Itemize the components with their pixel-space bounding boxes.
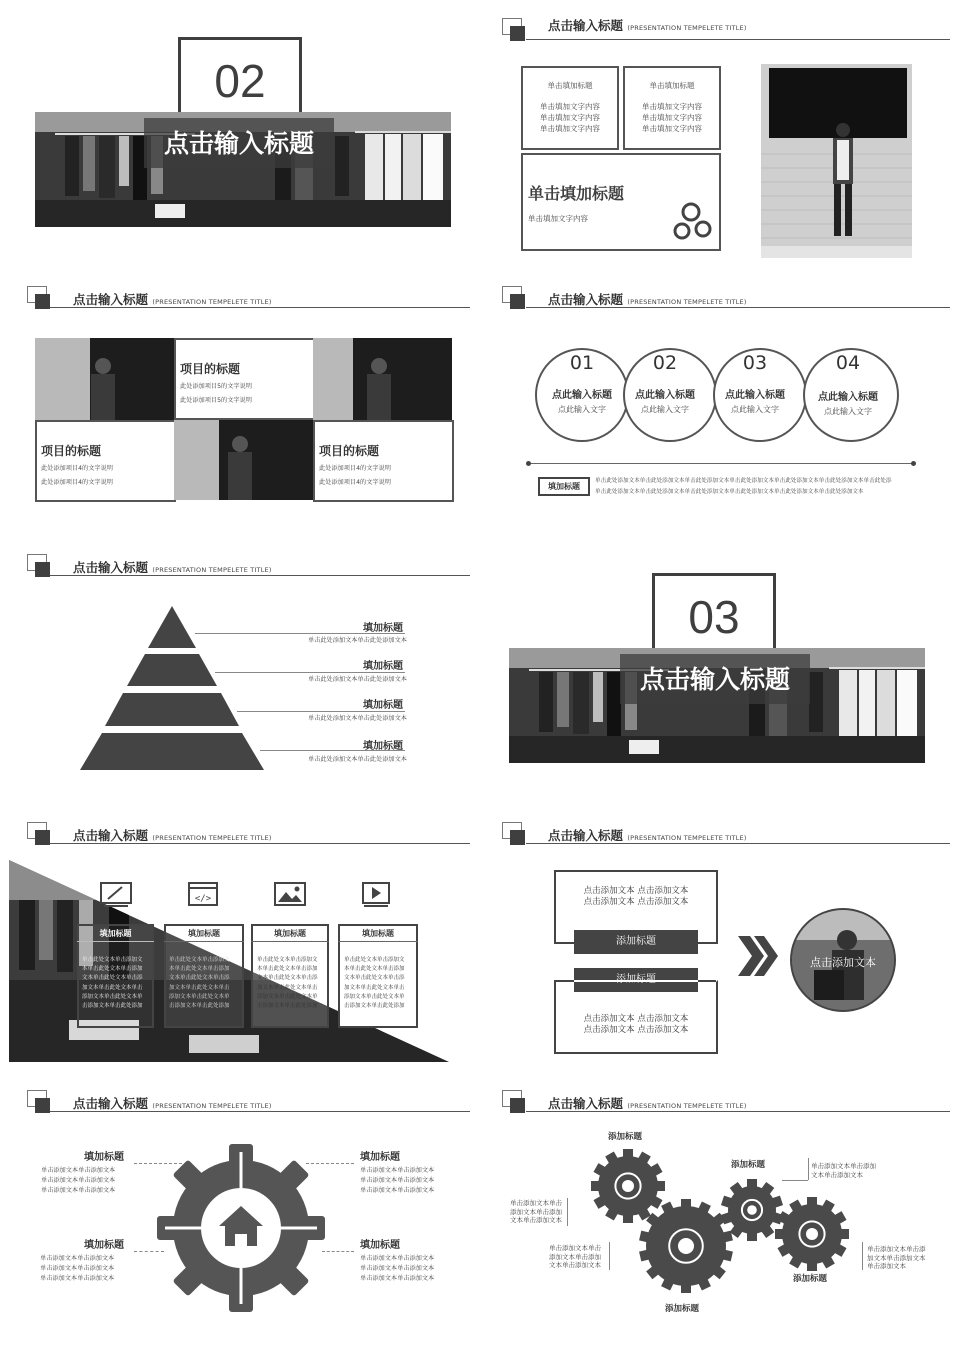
- header-square-fill: [510, 26, 525, 41]
- level-text: 单击此处添加文本单击此处添加文本: [308, 715, 407, 722]
- gear-bottom-large: [639, 1199, 733, 1293]
- header-title: 点击输入标题 (PRESENTATION TEMPELETE TITLE): [548, 18, 747, 33]
- pyramid-diagram: [75, 602, 275, 772]
- circle-number: 04: [835, 352, 861, 374]
- header-title: 点击输入标题 (PRESENTATION TEMPELETE TITLE): [73, 292, 272, 307]
- note-connector: [782, 1180, 808, 1181]
- header-square-fill: [510, 1098, 525, 1113]
- card-text: 单击填加文字内容: [528, 214, 588, 223]
- bottom-box-top-right: [698, 980, 716, 982]
- note-bracket: [606, 1242, 610, 1270]
- gear-note: 单击添加文本单击 添加文本单击添加 文本单击添加文本: [510, 1199, 562, 1224]
- gear-label: 添加标题: [608, 1132, 643, 1142]
- code-icon: [188, 882, 218, 908]
- project-title: 项目的标题: [180, 362, 241, 376]
- dotted-connector: [134, 1251, 164, 1252]
- card-line: 单击填加文字内容: [540, 113, 600, 122]
- project-line: 此处添加项目4的文字说明: [41, 465, 113, 472]
- card-body: 单击此处文本单击添加文 本单击此处文本单击添加 文本单击此处文本单击添 加文本单击此处文本单击 添加文本单击此处文本单 击添加文本单击此处添加: [344, 957, 405, 1010]
- slide-flow-circle: [490, 804, 960, 1062]
- circle-caption: 点击添加文本: [810, 956, 876, 969]
- item-text: 单击添加文本单击添加文本 单击添加文本单击添加文本 单击添加文本单击添加文本: [40, 1255, 115, 1282]
- card-title: 填加标题: [164, 928, 244, 942]
- timeline-dot: [526, 461, 531, 466]
- project-card-1[interactable]: [174, 338, 315, 420]
- header-title: 点击输入标题 (PRESENTATION TEMPELETE TITLE): [548, 1096, 747, 1111]
- slide-four-circles: [490, 268, 960, 526]
- project-title: 项目的标题: [41, 444, 102, 458]
- dotted-connector: [134, 1163, 182, 1164]
- card-body: 单击此处文本单击添加文 本单击此处文本单击添加 文本单击此处文本单击添 加文本单击此处文本单击 添加文本单击此处文本单 击添加文本单击此处添加: [82, 957, 143, 1010]
- slide-pyramid: [0, 536, 470, 794]
- slide-icon-cards: [0, 804, 470, 1062]
- card-body: 单击此处文本单击添加文 本单击此处文本单击添加 文本单击此处文本单击添 加文本单击此处文本单击 添加文本单击此处文本单 击添加文本单击此处添加: [169, 957, 230, 1010]
- pyramid-level-4: [80, 733, 264, 770]
- header-square-fill: [510, 294, 525, 309]
- level-text: 单击此处添加文本单击此处添加文本: [308, 756, 407, 763]
- card-line: 单击填加文字内容: [642, 124, 702, 133]
- card-title: 单击填加标题: [649, 81, 695, 90]
- level-title: 填加标题: [363, 741, 403, 752]
- level-title: 填加标题: [363, 661, 403, 672]
- card-title: 单击填加标题: [547, 81, 593, 90]
- gear-note: 单击添加文本单击 添加文本单击添加 文本单击添加文本: [549, 1244, 601, 1269]
- project-card-3[interactable]: [313, 420, 454, 502]
- header-square-fill: [35, 294, 50, 309]
- body-text: 单击此处添加文本单击此处添加文本单击此处添加文本单击此处添加文本单击此处添加文本单击此处添加文本: [595, 489, 864, 495]
- gear-right: [775, 1197, 849, 1271]
- title-bar-1[interactable]: 添加标题: [574, 930, 698, 954]
- card-title: 单击填加标题: [528, 184, 625, 203]
- timeline-line: [528, 463, 914, 464]
- play-icon: [362, 882, 390, 908]
- header-square-fill: [35, 1098, 50, 1113]
- card-title: 填加标题: [251, 928, 329, 942]
- top-text: 点击添加文本 点击添加文本 点击添加文本 点击添加文本: [583, 886, 689, 907]
- slide-cards-photo: [490, 0, 960, 258]
- molecule-icon: [671, 199, 715, 243]
- title-bar-2[interactable]: 添加标题: [574, 968, 698, 992]
- pyramid-connector: [237, 711, 405, 712]
- slide-section-03: [490, 536, 960, 794]
- pyramid-level-3: [105, 693, 239, 726]
- circle-title: 点此输入标题: [635, 390, 695, 401]
- info-card-1[interactable]: [521, 66, 619, 150]
- slide-gears: [490, 1072, 960, 1330]
- item-title: 填加标题: [84, 1240, 124, 1251]
- info-card-2[interactable]: [623, 66, 721, 150]
- level-text: 单击此处添加文本单击此处添加文本: [308, 637, 407, 644]
- project-photo-3: [174, 420, 313, 500]
- card-line: 单击填加文字内容: [642, 113, 702, 122]
- circle-title: 点此输入标题: [725, 390, 785, 401]
- item-text: 单击添加文本单击添加文本 单击添加文本单击添加文本 单击添加文本单击添加文本: [360, 1167, 435, 1194]
- pyramid-level-2: [127, 654, 217, 686]
- gear-note: 单击添加文本单击添 加文本单击添加文本 单击添加文本: [867, 1245, 926, 1270]
- item-text: 单击添加文本单击添加文本 单击添加文本单击添加文本 单击添加文本单击添加文本: [360, 1255, 435, 1282]
- header-title: 点击输入标题 (PRESENTATION TEMPELETE TITLE): [548, 292, 747, 307]
- level-text: 单击此处添加文本单击此处添加文本: [308, 676, 407, 683]
- card-line: 单击填加文字内容: [540, 102, 600, 111]
- project-photo-2: [313, 338, 452, 420]
- man-brick-wall-image: [761, 64, 912, 258]
- project-line: 此处添加项目4的文字说明: [319, 465, 391, 472]
- note-bracket: [808, 1158, 812, 1180]
- project-line: 此处添加项目4的文字说明: [41, 479, 113, 486]
- header-title: 点击输入标题 (PRESENTATION TEMPELETE TITLE): [73, 828, 272, 843]
- item-title: 填加标题: [84, 1152, 124, 1163]
- gear-top-left: [591, 1149, 665, 1223]
- dotted-connector: [322, 1251, 354, 1252]
- header-title: 点击输入标题 (PRESENTATION TEMPELETE TITLE): [73, 1096, 272, 1111]
- gear-note: 单击添加文本单击添加 文本单击添加文本: [811, 1162, 876, 1179]
- gear-top-right: [721, 1179, 783, 1241]
- bottom-text: 点击添加文本 点击添加文本 点击添加文本 点击添加文本: [583, 1014, 689, 1035]
- card-body: 单击此处文本单击添加文 本单击此处文本单击添加 文本单击此处文本单击添 加文本单击此处文本单击 添加文本单击此处文本单 击添加文本单击此处添加: [257, 957, 318, 1010]
- header-title: 点击输入标题 (PRESENTATION TEMPELETE TITLE): [548, 828, 747, 843]
- project-line: 此处添加项目5的文字说明: [180, 383, 252, 390]
- pyramid-connector: [215, 672, 405, 673]
- gear-label: 添加标题: [793, 1274, 828, 1284]
- card-title: 填加标题: [338, 928, 418, 942]
- man-doorway-image: [174, 420, 313, 500]
- note-bracket: [564, 1198, 568, 1226]
- pen-icon: [100, 882, 132, 908]
- double-chevron-icon: [736, 934, 780, 978]
- image-icon: [274, 882, 306, 908]
- gear-label: 添加标题: [731, 1160, 766, 1170]
- level-title: 填加标题: [363, 623, 403, 634]
- circle-title: 点此输入标题: [552, 390, 612, 401]
- title-tag: 填加标题: [538, 477, 590, 496]
- slide-project-grid: [0, 268, 470, 526]
- circle-number: 02: [652, 352, 678, 374]
- info-card-3[interactable]: [521, 153, 721, 251]
- level-title: 填加标题: [363, 700, 403, 711]
- header-square-fill: [35, 830, 50, 845]
- project-line: 此处添加项目4的文字说明: [319, 479, 391, 486]
- dotted-connector: [306, 1163, 354, 1164]
- project-card-2[interactable]: [35, 420, 176, 502]
- pyramid-level-1: [148, 606, 196, 648]
- section-title: 点击输入标题: [163, 129, 314, 158]
- item-title: 填加标题: [360, 1240, 400, 1251]
- header-square-fill: [510, 830, 525, 845]
- header-rule: [526, 39, 950, 40]
- circle-text: 点此输入文字: [641, 405, 689, 414]
- circle-text: 点此输入文字: [558, 405, 606, 414]
- circle-text: 点此输入文字: [824, 407, 872, 416]
- circle-title: 点此输入标题: [818, 392, 878, 403]
- body-text: 单击此处添加文本单击此处添加文本单击此处添加文本单击此处添加文本单击此处添加文本单击此处添加文本单击此处添: [595, 478, 892, 484]
- gear-label: 添加标题: [665, 1304, 700, 1314]
- circle-number: 01: [569, 352, 595, 374]
- bottom-box-top-left: [554, 980, 574, 982]
- slide-section-02: [0, 0, 470, 258]
- slide-puzzle-gear: [0, 1072, 470, 1330]
- circle-text: 点此输入文字: [731, 405, 779, 414]
- card-title: 填加标题: [77, 928, 154, 942]
- header-title: 点击输入标题 (PRESENTATION TEMPELETE TITLE): [73, 560, 272, 575]
- timeline-dot: [911, 461, 916, 466]
- section-title: 点击输入标题: [639, 665, 790, 694]
- item-text: 单击添加文本单击添加文本 单击添加文本单击添加文本 单击添加文本单击添加文本: [41, 1167, 116, 1194]
- man-doorway-image: [35, 338, 174, 420]
- note-bracket: [862, 1242, 866, 1270]
- header-square-fill: [35, 562, 50, 577]
- card-line: 单击填加文字内容: [540, 124, 600, 133]
- project-photo-1: [35, 338, 174, 420]
- svg-text:</>: </>: [194, 894, 212, 904]
- man-brick-wall-photo: [761, 64, 912, 258]
- puzzle-gear-diagram: [155, 1142, 327, 1314]
- project-line: 此处添加项目5的文字说明: [180, 397, 252, 404]
- section-number: 03: [688, 591, 740, 643]
- card-line: 单击填加文字内容: [642, 102, 702, 111]
- project-title: 项目的标题: [319, 444, 380, 458]
- section-number: 02: [214, 55, 266, 107]
- circle-number: 03: [742, 352, 768, 374]
- man-doorway-image: [313, 338, 452, 420]
- item-title: 填加标题: [360, 1152, 400, 1163]
